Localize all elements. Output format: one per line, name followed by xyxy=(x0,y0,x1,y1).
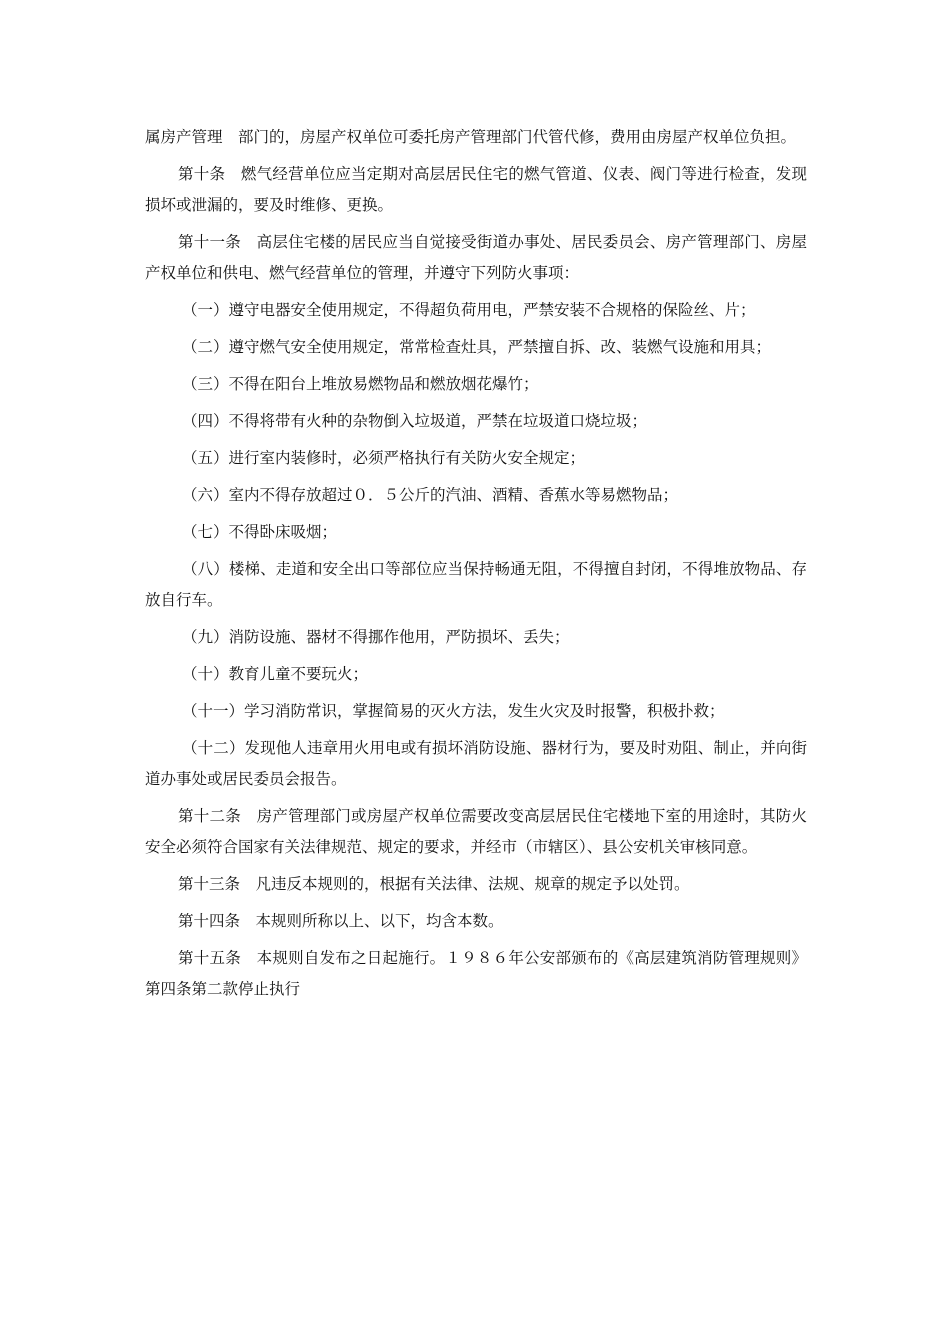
article-11-item-2: （二）遵守燃气安全使用规定，常常检查灶具，严禁擅自拆、改、装燃气设施和用具； xyxy=(182,338,772,356)
article-15: 第十五条 本规则自发布之日起施行。１９８６年公安部颁布的《高层建筑消防管理规则》第四条第二款停止执行 xyxy=(145,949,807,998)
article-11-item-5: （五）进行室内装修时，必须严格执行有关防火安全规定； xyxy=(182,449,586,467)
article-11-item-1: （一）遵守电器安全使用规定，不得超负荷用电，严禁安装不合规格的保险丝、片； xyxy=(182,301,756,319)
paragraph-continuation: 属房产管理 部门的，房屋产权单位可委托房产管理部门代管代修，费用由房屋产权单位负担。 xyxy=(145,128,797,146)
article-11-item-11: （十一）学习消防常识，掌握简易的灭火方法，发生火灾及时报警，积极扑救； xyxy=(182,702,725,720)
article-11-item-10: （十）教育儿童不要玩火； xyxy=(182,665,369,683)
document-body xyxy=(145,122,807,1011)
article-11-item-8: （八）楼梯、走道和安全出口等部位应当保持畅通无阻，不得擅自封闭，不得堆放物品、存放自行车。 xyxy=(145,560,807,609)
article-11-item-6: （六）室内不得存放超过０．５公斤的汽油、酒精、香蕉水等易燃物品； xyxy=(182,486,679,504)
article-11-item-7: （七）不得卧床吸烟； xyxy=(182,523,338,541)
article-11-item-9: （九）消防设施、器材不得挪作他用，严防损坏、丢失； xyxy=(182,628,570,646)
article-11-item-12: （十二）发现他人违章用火用电或有损坏消防设施、器材行为，要及时劝阻、制止，并向街道办事处或居民委员会报告。 xyxy=(145,739,807,788)
article-13: 第十三条 凡违反本规则的，根据有关法律、法规、规章的规定予以处罚。 xyxy=(178,875,690,893)
article-12: 第十二条 房产管理部门或房屋产权单位需要改变高层居民住宅楼地下室的用途时，其防火安全必须符合国家有关法律规范、规定的要求，并经市（市辖区）、县公安机关审核同意。 xyxy=(145,807,807,856)
article-11-item-3: （三）不得在阳台上堆放易燃物品和燃放烟花爆竹； xyxy=(182,375,539,393)
article-11: 第十一条 高层住宅楼的居民应当自觉接受街道办事处、居民委员会、房产管理部门、房屋产权单位和供电、燃气经营单位的管理，并遵守下列防火事项： xyxy=(145,233,807,282)
article-11-item-4: （四）不得将带有火种的杂物倒入垃圾道，严禁在垃圾道口烧垃圾； xyxy=(182,412,648,430)
article-14: 第十四条 本规则所称以上、以下，均含本数。 xyxy=(178,912,504,930)
article-10: 第十条 燃气经营单位应当定期对高层居民住宅的燃气管道、仪表、阀门等进行检查，发现损坏或泄漏的，要及时维修、更换。 xyxy=(145,165,807,214)
